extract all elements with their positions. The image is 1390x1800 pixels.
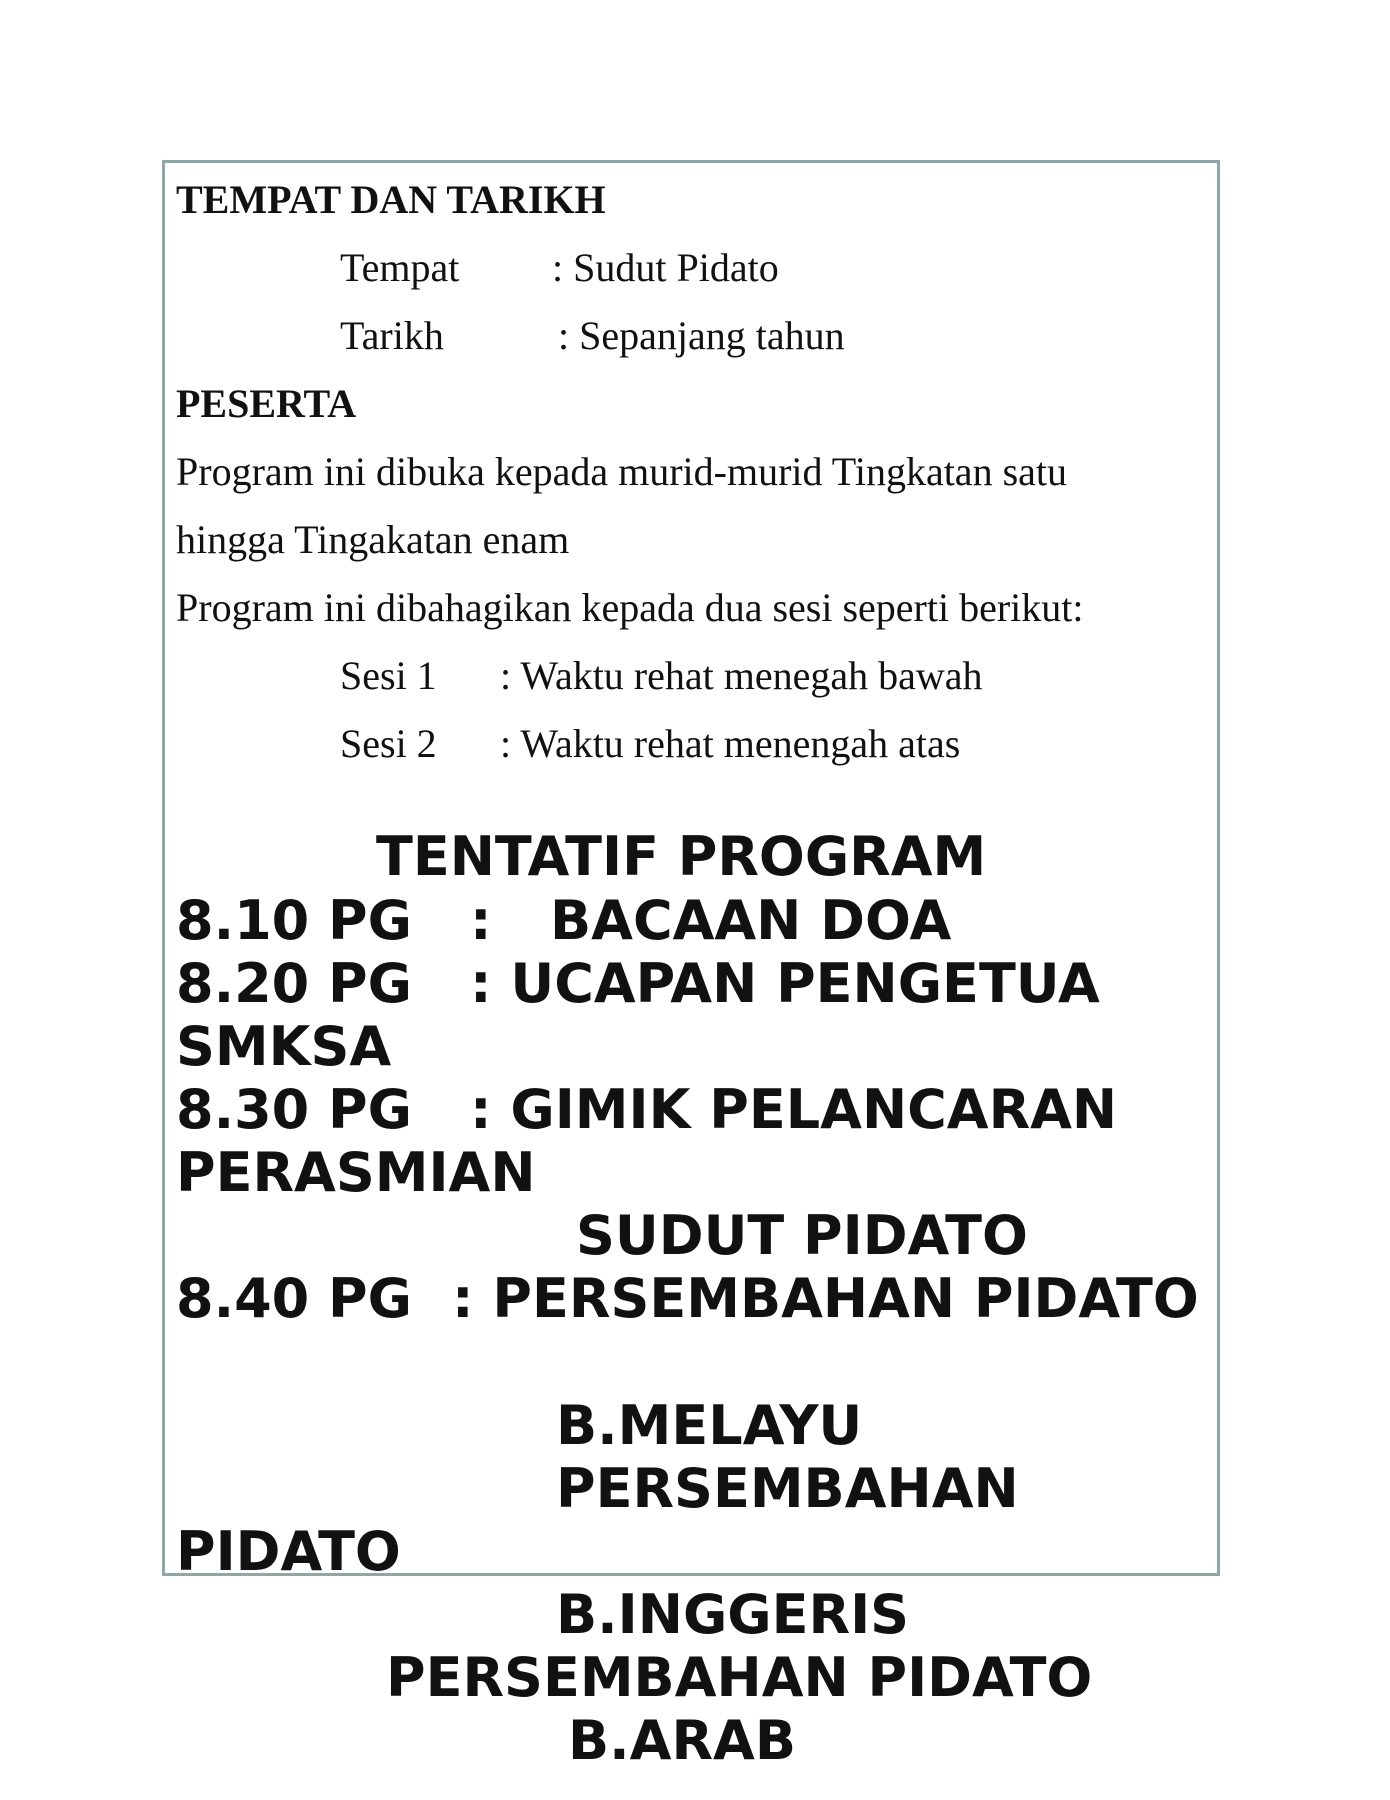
participants-line-1: Program ini dibuka kepada murid-murid Tingkatan satu xyxy=(176,449,1067,494)
item-2-continuation: SMKSA xyxy=(176,1015,392,1078)
participants-line-2: hingga Tingakatan enam xyxy=(176,517,570,562)
session-2-value: : Waktu rehat menengah atas xyxy=(500,721,961,766)
item-1-event: BACAAN DOA xyxy=(550,889,952,952)
item-2-time: 8.20 PG xyxy=(176,952,412,1015)
session-1-value: : Waktu rehat menegah bawah xyxy=(500,653,983,698)
date-label: Tarikh xyxy=(340,313,444,358)
item-3-continuation-2: SUDUT PIDATO xyxy=(576,1204,1028,1267)
item-4-language-3: B.ARAB xyxy=(568,1709,796,1772)
participants-line-3: Program ini dibahagikan kepada dua sesi seperti berikut: xyxy=(176,585,1084,630)
tentative-title: TENTATIF PROGRAM xyxy=(376,825,987,888)
item-3-time: 8.30 PG xyxy=(176,1078,412,1141)
place-label: Tempat xyxy=(340,245,460,290)
item-4-next-1: PERSEMBAHAN xyxy=(556,1457,1019,1520)
session-1-label: Sesi 1 xyxy=(340,653,437,698)
item-2-event: : UCAPAN PENGETUA xyxy=(470,952,1100,1015)
item-3-event: : GIMIK PELANCARAN xyxy=(470,1078,1118,1141)
item-3-continuation-1: PERASMIAN xyxy=(176,1141,536,1204)
item-4-next-1-continuation: PIDATO xyxy=(176,1520,401,1583)
session-2-label: Sesi 2 xyxy=(340,721,437,766)
item-4-event: : PERSEMBAHAN PIDATO xyxy=(452,1267,1199,1330)
item-1-colon: : xyxy=(470,889,492,952)
place-date-heading: TEMPAT DAN TARIKH xyxy=(176,177,606,222)
date-value: : Sepanjang tahun xyxy=(558,313,845,358)
participants-heading: PESERTA xyxy=(176,381,357,426)
item-4-language-2: B.INGGERIS xyxy=(556,1583,910,1646)
item-4-next-2: PERSEMBAHAN PIDATO xyxy=(386,1646,1093,1709)
item-4-language-1: B.MELAYU xyxy=(556,1394,863,1457)
item-4-time: 8.40 PG xyxy=(176,1267,412,1330)
item-1-time: 8.10 PG xyxy=(176,889,412,952)
place-value: : Sudut Pidato xyxy=(552,245,779,290)
